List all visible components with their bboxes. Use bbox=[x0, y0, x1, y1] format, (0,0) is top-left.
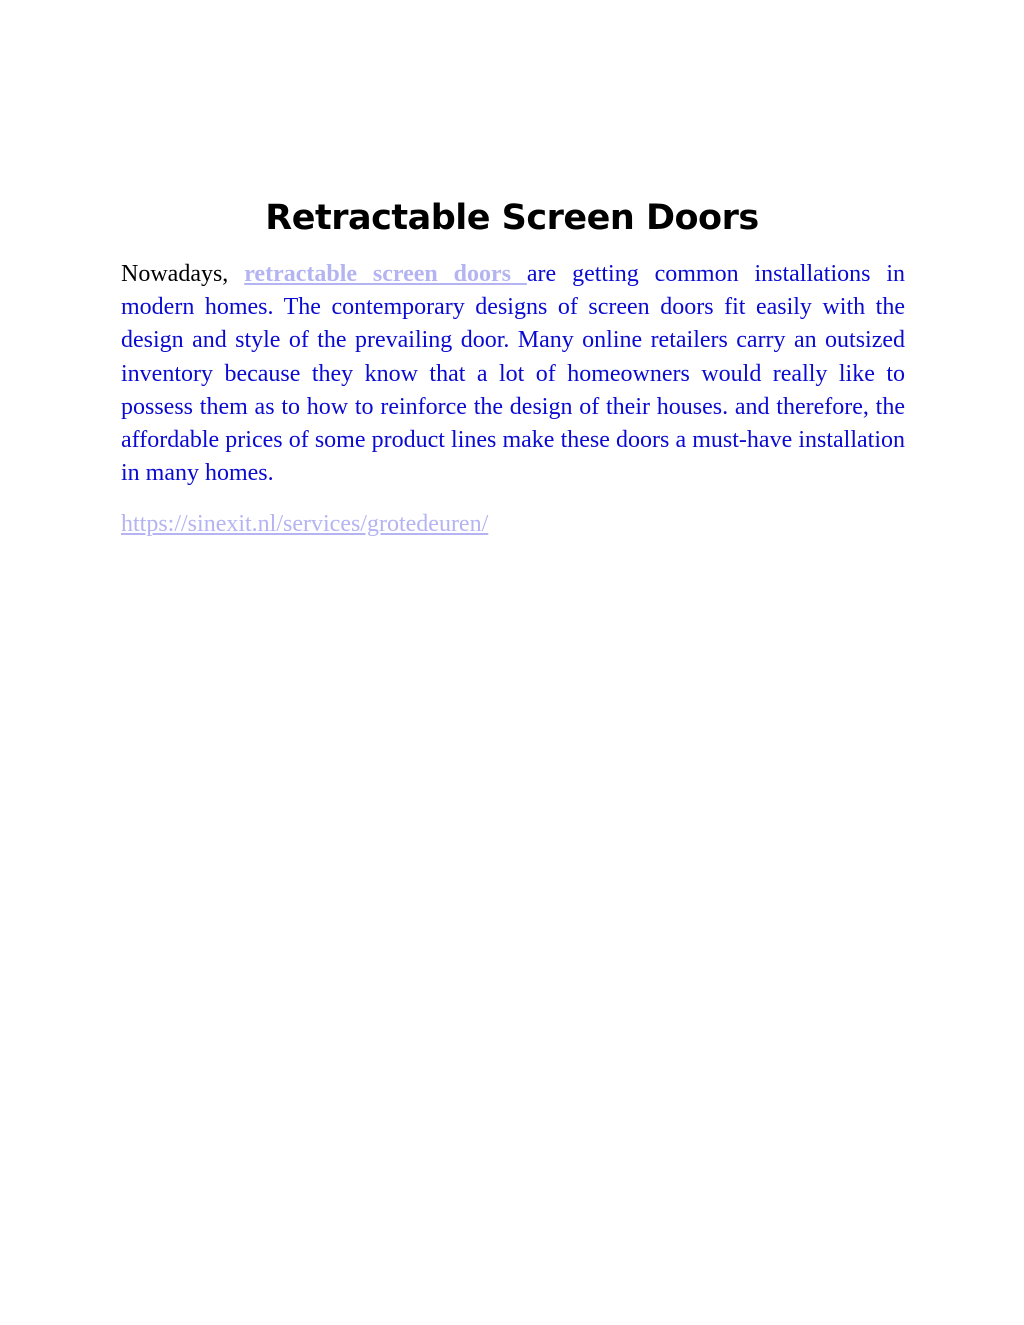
source-url-link[interactable]: https://sinexit.nl/services/grotedeuren/ bbox=[121, 511, 489, 537]
paragraph-body-text: are getting common installations in modern homes. The contemporary designs of screen doors fit easily with the design and style of the prevailing door. Many online retailers carry an outsized inventory because they know that a lot of homeowners would really like to possess them as to how to reinforce the design of their houses. and therefore, the affordable prices of some product lines make these doors a must-have installation in many homes. bbox=[121, 261, 906, 487]
body-paragraph bbox=[121, 258, 905, 490]
page-title: Retractable Screen Doors bbox=[265, 198, 759, 238]
lead-word: Nowadays, bbox=[121, 261, 229, 287]
retractable-screen-doors-link[interactable]: retractable screen doors bbox=[244, 261, 527, 287]
